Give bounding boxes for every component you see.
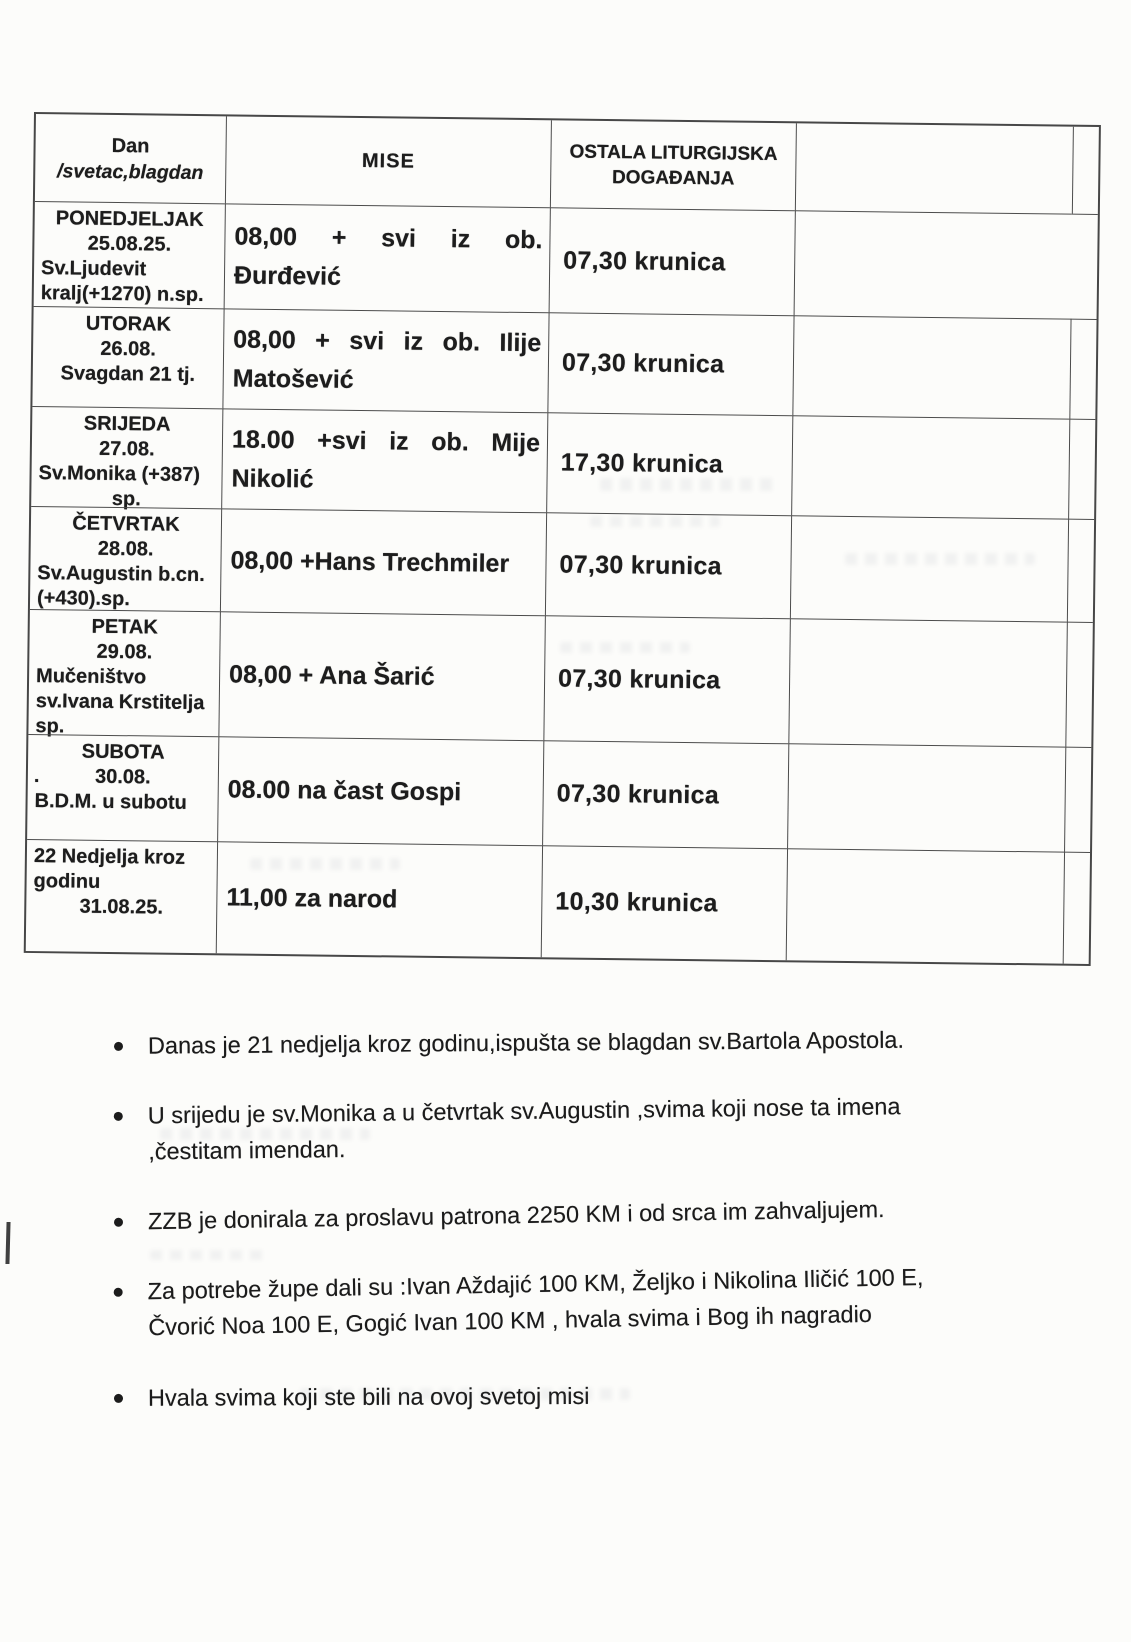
mass-cell-saturday <box>217 736 543 845</box>
mass-line: 08,00 +Hans Trechmiler <box>230 545 510 578</box>
day-line: sp. <box>35 715 65 738</box>
announcement-text <box>147 1259 924 1345</box>
day-cell-friday <box>28 609 220 736</box>
announcement-line: Čvorić Noa 100 E, Gogić Ivan 100 KM , hvala svima i Bog ih nagradio <box>148 1300 873 1341</box>
day-line: SUBOTA <box>81 740 165 764</box>
mass-cell-wednesday <box>221 408 547 512</box>
empty-header-cell-narrow <box>1072 127 1099 214</box>
day-line: Sv.Monika (+387) <box>38 462 201 487</box>
day-line: 22 Nedjelja kroz <box>33 845 186 869</box>
day-line: sv.Ivana Krstitelja <box>35 690 205 715</box>
other-cell-tuesday <box>547 312 793 415</box>
announcement-line: Za potrebe župe dali su :Ivan Aždajić 100 KM, Željko i Nikolina Iličić 100 E, <box>147 1263 924 1305</box>
day-line: SRIJEDA <box>83 412 171 436</box>
mass-line: 11,00 za narod <box>226 883 398 914</box>
announcement-item <box>104 1188 1084 1240</box>
announcements-list <box>104 1028 1084 1450</box>
day-line: 27.08. <box>98 437 155 461</box>
other-events-text: 10,30 krunica <box>555 887 718 918</box>
day-line: 29.08. <box>96 640 153 664</box>
other-events-text: 07,30 krunica <box>559 549 723 580</box>
announcement-item <box>103 1256 1084 1346</box>
day-cell-saturday <box>27 734 218 841</box>
announcement-item <box>104 1020 1084 1064</box>
mise-header-label: MISE <box>361 150 416 173</box>
day-cell-tuesday <box>32 306 223 408</box>
empty-cell-narrow <box>1063 852 1090 964</box>
mise-column-header <box>225 116 551 207</box>
announcement-line: ,čestitam imendan. <box>148 1136 346 1165</box>
empty-cell <box>788 618 1067 746</box>
mass-cell-thursday <box>220 508 546 615</box>
empty-cell-narrow <box>1067 519 1094 622</box>
page-edge-mark <box>5 1222 10 1264</box>
day-line: 25.08.25. <box>87 232 172 256</box>
other-events-text: 07,30 krunica <box>563 245 726 276</box>
mass-cell-tuesday <box>222 308 548 412</box>
empty-cell <box>786 848 1064 963</box>
mass-line: Đurđević <box>233 261 342 291</box>
day-line: 28.08. <box>97 537 154 561</box>
mass-line: 08,00 + svi iz ob. Ilije <box>233 324 542 357</box>
mass-line: 08,00 + Ana Šarić <box>228 659 435 691</box>
announcement-line: ZZB je donirala za proslavu patrona 2250 KM i od srca im zahvaljujem. <box>147 1196 885 1235</box>
empty-cell-narrow <box>1071 214 1098 319</box>
day-line: B.D.M. u subotu <box>34 790 187 814</box>
empty-cell <box>787 743 1065 851</box>
day-line: PETAK <box>91 615 159 639</box>
day-line: 26.08. <box>100 337 157 361</box>
announcement-text <box>148 1378 590 1416</box>
announcement-item <box>104 1086 1085 1170</box>
bullet-dot-icon <box>114 1042 123 1051</box>
mass-line: 08,00 + svi iz ob. <box>234 222 543 255</box>
day-line: ČETVRTAK <box>72 512 180 536</box>
mass-line: 08.00 na čast Gospi <box>227 774 462 806</box>
mass-cell-sunday <box>216 841 542 957</box>
day-cell-sunday <box>26 839 217 953</box>
day-line-text: 30.08. <box>94 765 151 789</box>
bullet-dot-icon <box>114 1112 123 1121</box>
empty-cell-narrow <box>1068 419 1095 519</box>
mass-line: Nikolić <box>231 463 314 493</box>
mass-line: Matošević <box>232 363 354 394</box>
other-cell-saturday <box>542 740 788 848</box>
other-events-text: 17,30 krunica <box>560 448 724 479</box>
day-line: sp. <box>111 487 141 511</box>
day-line: (+430).sp. <box>36 587 131 611</box>
day-line: godinu <box>33 870 101 893</box>
day-line: 31.08.25. <box>79 895 164 919</box>
other-cell-sunday <box>541 845 787 960</box>
announcement-text <box>148 1191 885 1239</box>
other-events-column-header <box>550 120 796 210</box>
announcement-line: Hvala svima koji ste bili na ovoj svetoj misi <box>147 1382 590 1411</box>
day-line: kralj(+1270) n.sp. <box>40 282 204 307</box>
day-line: Sv.Ljudevit <box>40 257 147 281</box>
other-events-text: 07,30 krunica <box>556 778 720 809</box>
day-line: Svagdan 21 tj. <box>60 362 196 386</box>
day-line <box>33 764 213 791</box>
stray-dot-artifact: . <box>33 765 40 788</box>
announcement-line: U srijedu je sv.Monika a u četvrtak sv.Augustin ,svima koji nose ta imena <box>147 1093 901 1129</box>
other-cell-friday <box>543 615 790 743</box>
empty-cell-narrow <box>1064 747 1091 852</box>
other-cell-thursday <box>545 512 791 618</box>
other-cell-wednesday <box>546 412 792 515</box>
announcement-text <box>148 1088 902 1169</box>
bullet-dot-icon <box>114 1394 123 1403</box>
empty-header-cell <box>795 123 1073 213</box>
empty-cell <box>791 415 1069 518</box>
day-cell-monday <box>34 201 225 308</box>
day-header-title: Dan <box>111 134 150 157</box>
liturgy-week-table <box>24 112 1101 966</box>
bullet-dot-icon <box>114 1218 123 1227</box>
bullet-dot-icon <box>114 1288 123 1297</box>
empty-cell <box>790 515 1068 621</box>
day-header-subtitle: /svetac,blagdan <box>56 159 204 184</box>
mass-line: 18.00 +svi iz ob. Mije <box>231 424 541 457</box>
announcement-text <box>148 1022 904 1064</box>
mass-cell-friday <box>218 611 545 740</box>
other-cell-monday <box>549 207 795 315</box>
announcement-item <box>104 1376 1084 1416</box>
empty-cell <box>794 210 1072 318</box>
other-events-text: 07,30 krunica <box>557 663 721 694</box>
other-events-text: 07,30 krunica <box>561 348 725 379</box>
announcement-line: Danas je 21 nedjelja kroz godinu,ispušta se blagdan sv.Bartola Apostola. <box>147 1026 905 1059</box>
day-line: PONEDJELJAK <box>55 207 204 232</box>
day-line: UTORAK <box>85 312 172 336</box>
empty-cell-narrow <box>1069 319 1096 419</box>
day-line: Mučeništvo <box>35 665 147 689</box>
empty-cell-narrow <box>1065 622 1093 747</box>
day-column-header <box>35 114 226 203</box>
other-events-header-label: OSTALA LITURGIJSKA DOGAĐANJA <box>569 141 778 190</box>
day-cell-thursday <box>30 506 221 611</box>
day-line: Sv.Augustin b.cn. <box>37 562 205 587</box>
empty-cell <box>792 315 1070 418</box>
day-cell-wednesday <box>31 406 222 511</box>
mass-cell-monday <box>224 203 550 312</box>
